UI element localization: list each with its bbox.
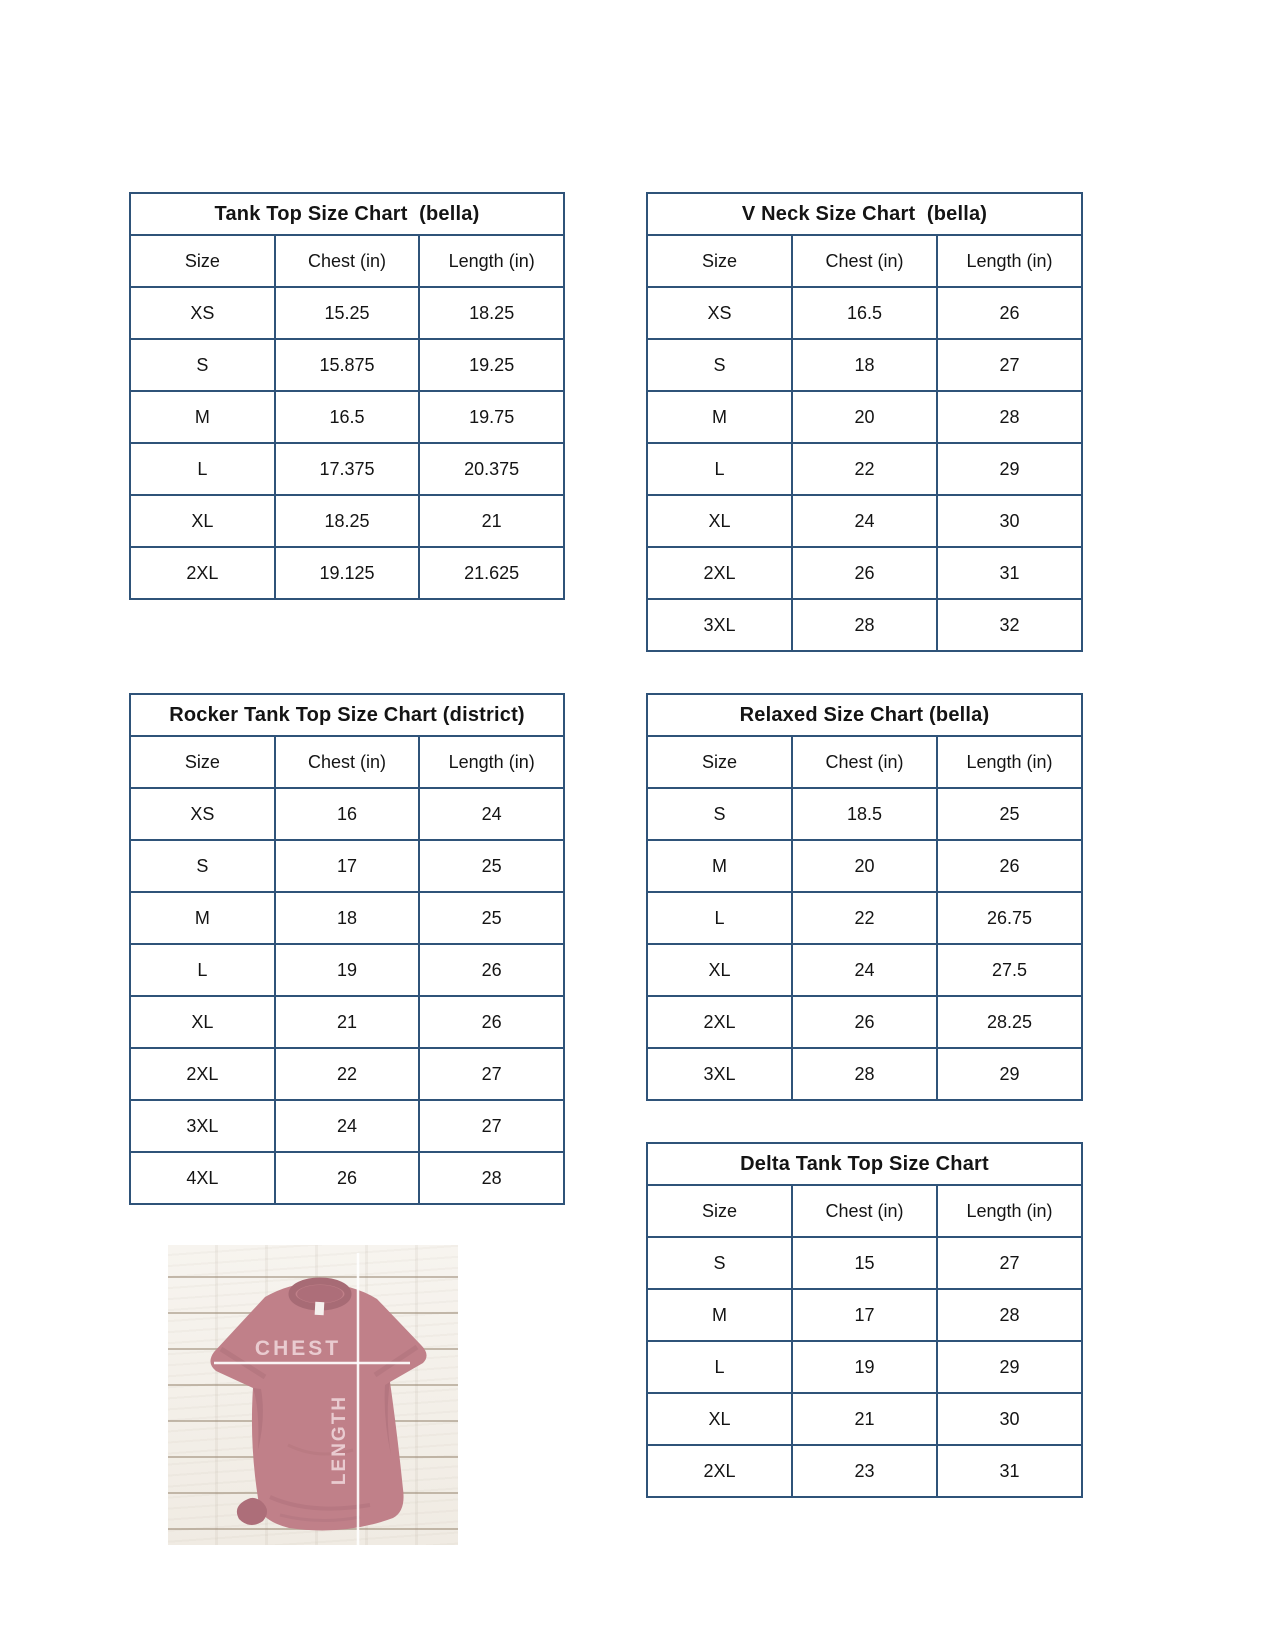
table-v-neck-size-chart	[646, 192, 1083, 652]
table-title: Relaxed Size Chart (bella)	[648, 695, 1081, 737]
table-row	[131, 1101, 563, 1153]
measurement-cell: 21.625	[464, 562, 520, 583]
measurement-cell: 31	[999, 562, 1020, 583]
measurement-cell: 29	[999, 1063, 1020, 1084]
size-label-cell: 2XL	[131, 548, 276, 598]
table-row	[648, 496, 1081, 548]
measurement-cell: 23	[793, 1446, 938, 1496]
size-tag	[315, 1302, 325, 1315]
size-label-cell: S	[131, 841, 276, 891]
table-row	[131, 893, 563, 945]
table-title: Tank Top Size Chart (bella)	[131, 194, 563, 236]
tshirt-measurement-photo	[168, 1245, 458, 1545]
table-tank-top-size-chart	[129, 192, 565, 600]
size-label-cell: 3XL	[648, 600, 793, 650]
table-row	[131, 789, 563, 841]
table-row	[648, 945, 1081, 997]
column-header: Length (in)	[966, 1200, 1053, 1221]
table-row	[648, 392, 1081, 444]
column-header: Chest (in)	[793, 1186, 938, 1236]
measurement-cell: 30	[999, 510, 1020, 531]
table-header-row	[131, 737, 563, 789]
column-header: Size	[131, 737, 276, 787]
table-row	[131, 841, 563, 893]
measurement-cell: 22	[793, 444, 938, 494]
measurement-cell: 25	[481, 907, 502, 928]
measurement-cell: 27	[999, 1252, 1020, 1273]
column-header: Size	[648, 1186, 793, 1236]
measurement-cell: 28	[793, 1049, 938, 1099]
size-label-cell: L	[131, 444, 276, 494]
column-header: Length (in)	[448, 250, 535, 271]
measurement-cell: 18	[793, 340, 938, 390]
measurement-cell: 22	[276, 1049, 421, 1099]
length-label: LENGTH	[329, 1394, 350, 1486]
measurement-cell: 17	[276, 841, 421, 891]
measurement-cell: 17	[793, 1290, 938, 1340]
table-row	[648, 288, 1081, 340]
measurement-cell: 24	[793, 496, 938, 546]
measurement-cell: 29	[999, 458, 1020, 479]
column-header: Length (in)	[966, 250, 1053, 271]
measurement-cell: 15	[793, 1238, 938, 1288]
size-label-cell: 3XL	[131, 1101, 276, 1151]
size-label-cell: XL	[648, 1394, 793, 1444]
measurement-cell: 26.75	[986, 907, 1033, 928]
measurement-cell: 21	[481, 510, 502, 531]
measurement-cell: 17.375	[276, 444, 421, 494]
table-header-row	[648, 1186, 1081, 1238]
size-label-cell: XS	[648, 288, 793, 338]
measurement-cell: 28	[481, 1167, 502, 1188]
measurement-cell: 22	[793, 893, 938, 943]
column-header: Length (in)	[448, 751, 535, 772]
measurement-cell: 24	[276, 1101, 421, 1151]
size-label-cell: L	[131, 945, 276, 995]
measurement-cell: 29	[999, 1356, 1020, 1377]
table-row	[131, 945, 563, 997]
measurement-cell: 28	[999, 1304, 1020, 1325]
measurement-cell: 28.25	[986, 1011, 1033, 1032]
measurement-cell: 18.25	[469, 302, 515, 323]
measurement-cell: 18.5	[793, 789, 938, 839]
measurement-cell: 16.5	[793, 288, 938, 338]
measurement-cell: 20	[793, 392, 938, 442]
size-label-cell: 2XL	[648, 997, 793, 1047]
measurement-cell: 16.5	[276, 392, 421, 442]
size-label-cell: 3XL	[648, 1049, 793, 1099]
measurement-cell: 21	[276, 997, 421, 1047]
column-header: Size	[648, 236, 793, 286]
measurement-cell: 28	[999, 406, 1020, 427]
table-row	[648, 600, 1081, 650]
table-title: Rocker Tank Top Size Chart (district)	[131, 695, 563, 737]
size-label-cell: 2XL	[648, 548, 793, 598]
measurement-cell: 19	[793, 1342, 938, 1392]
measurement-cell: 26	[793, 548, 938, 598]
measurement-cell: 31	[999, 1460, 1020, 1481]
measurement-cell: 27	[481, 1063, 502, 1084]
size-label-cell: XS	[131, 789, 276, 839]
table-row	[648, 893, 1081, 945]
table-rocker-tank-top-size-chart	[129, 693, 565, 1205]
size-label-cell: S	[648, 1238, 793, 1288]
measurement-cell: 20	[793, 841, 938, 891]
measurement-cell: 18	[276, 893, 421, 943]
table-row	[648, 444, 1081, 496]
table-row	[648, 789, 1081, 841]
measurement-cell: 21	[793, 1394, 938, 1444]
measurement-cell: 19.125	[276, 548, 421, 598]
table-delta-tank-top-size-chart	[646, 1142, 1083, 1498]
size-label-cell: S	[648, 789, 793, 839]
table-row	[131, 548, 563, 598]
table-row	[648, 548, 1081, 600]
size-label-cell: XL	[131, 997, 276, 1047]
size-label-cell: XL	[648, 496, 793, 546]
chest-label: CHEST	[254, 1337, 342, 1360]
column-header: Chest (in)	[276, 236, 421, 286]
column-header: Size	[648, 737, 793, 787]
table-row	[131, 392, 563, 444]
column-header: Size	[131, 236, 276, 286]
size-label-cell: M	[131, 893, 276, 943]
measurement-cell: 27.5	[991, 959, 1028, 980]
measurement-cell: 26	[793, 997, 938, 1047]
measurement-cell: 27	[999, 354, 1020, 375]
column-header: Chest (in)	[276, 737, 421, 787]
size-label-cell: M	[648, 392, 793, 442]
table-row	[648, 1342, 1081, 1394]
table-row	[648, 1238, 1081, 1290]
table-row	[648, 997, 1081, 1049]
table-row	[648, 340, 1081, 392]
measurement-cell: 24	[481, 803, 502, 824]
table-title: Delta Tank Top Size Chart	[648, 1144, 1081, 1186]
size-label-cell: XL	[131, 496, 276, 546]
tshirt-body	[210, 1283, 426, 1531]
collar-inner	[297, 1285, 343, 1303]
table-row	[648, 1049, 1081, 1099]
measurement-cell: 26	[999, 302, 1020, 323]
table-row	[131, 340, 563, 392]
table-relaxed-size-chart	[646, 693, 1083, 1101]
table-title: V Neck Size Chart (bella)	[648, 194, 1081, 236]
measurement-cell: 25	[481, 855, 502, 876]
table-row	[131, 1049, 563, 1101]
measurement-cell: 26	[481, 959, 502, 980]
measurement-cell: 26	[999, 855, 1020, 876]
measurement-cell: 15.25	[276, 288, 421, 338]
measurement-cell: 16	[276, 789, 421, 839]
size-label-cell: 2XL	[131, 1049, 276, 1099]
table-row	[648, 841, 1081, 893]
table-row	[131, 1153, 563, 1203]
table-row	[648, 1446, 1081, 1496]
size-label-cell: S	[131, 340, 276, 390]
measurement-cell: 15.875	[276, 340, 421, 390]
measurement-cell: 24	[793, 945, 938, 995]
measurement-cell: 19	[276, 945, 421, 995]
size-label-cell: 2XL	[648, 1446, 793, 1496]
size-label-cell: L	[648, 1342, 793, 1392]
size-label-cell: M	[648, 1290, 793, 1340]
size-label-cell: S	[648, 340, 793, 390]
measurement-cell: 26	[276, 1153, 421, 1203]
measurement-cell: 19.25	[469, 354, 515, 375]
table-row	[131, 496, 563, 548]
column-header: Length (in)	[966, 751, 1053, 772]
table-row	[648, 1394, 1081, 1446]
measurement-cell: 25	[999, 803, 1020, 824]
size-label-cell: XL	[648, 945, 793, 995]
measurement-cell: 32	[999, 614, 1020, 635]
size-label-cell: 4XL	[131, 1153, 276, 1203]
column-header: Chest (in)	[793, 236, 938, 286]
size-label-cell: M	[648, 841, 793, 891]
table-header-row	[648, 236, 1081, 288]
table-row	[131, 288, 563, 340]
size-label-cell: M	[131, 392, 276, 442]
size-label-cell: L	[648, 444, 793, 494]
measurement-cell: 26	[481, 1011, 502, 1032]
measurement-cell: 20.375	[464, 458, 520, 479]
measurement-cell: 19.75	[469, 406, 515, 427]
measurement-cell: 27	[481, 1115, 502, 1136]
tshirt-graphic	[168, 1245, 458, 1545]
size-label-cell: XS	[131, 288, 276, 338]
table-row	[131, 997, 563, 1049]
measurement-cell: 18.25	[276, 496, 421, 546]
measurement-cell: 28	[793, 600, 938, 650]
table-header-row	[648, 737, 1081, 789]
size-label-cell: L	[648, 893, 793, 943]
table-row	[648, 1290, 1081, 1342]
table-row	[131, 444, 563, 496]
measurement-cell: 30	[999, 1408, 1020, 1429]
table-header-row	[131, 236, 563, 288]
column-header: Chest (in)	[793, 737, 938, 787]
